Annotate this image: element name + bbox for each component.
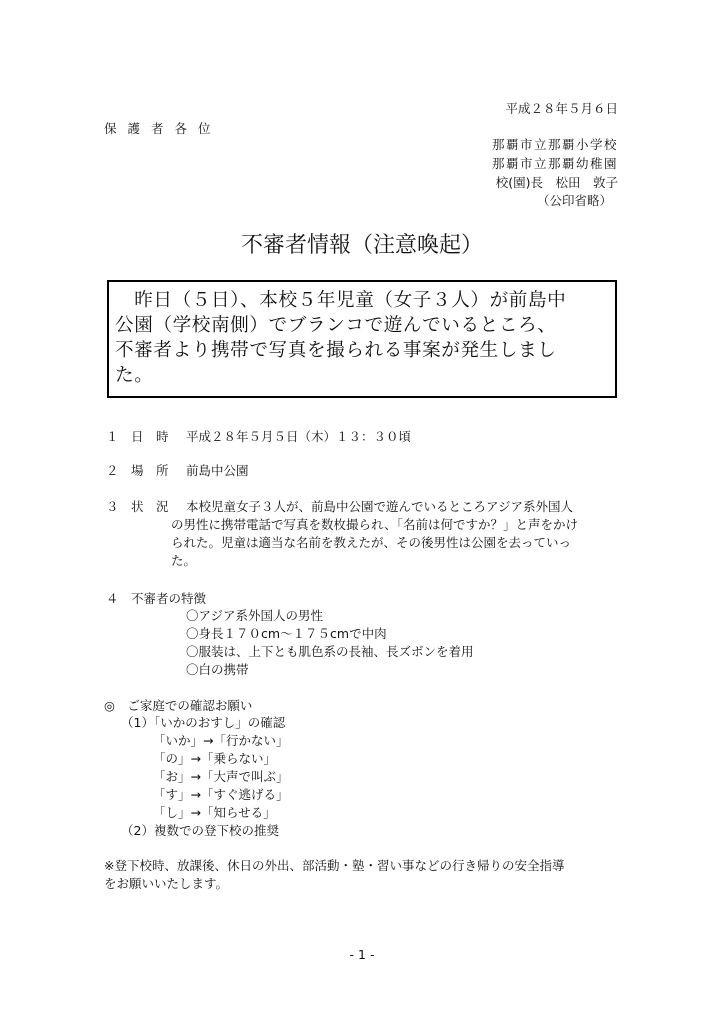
summary-line: 公園（学校南側）でブランコで遊んでいるところ、 [115,315,557,336]
summary-box [107,280,617,398]
note-line: をお願いいたします。 [104,876,229,891]
mnemonic-item: 「いか」→「行かない」 [153,733,289,748]
item-place-label: ２ 場 所 [106,463,169,478]
item-features-label: ４ 不審者の特徴 [106,591,207,606]
requests-sub2: （2）複数での登下校の推奨 [121,823,279,838]
issue-date: 平成２８年５月６日 [505,101,618,116]
summary-line: 不審者より携帯で写真を撮られる事案が発生しまし [115,340,557,361]
summary-line: た。 [115,365,154,386]
page-number: - 1 - [349,947,375,962]
situation-description [186,498,573,516]
recipient: 保護者各位 [104,121,222,136]
situation-line: られた。児童は適当な名前を教えたが、その後男性は公園を去っていっ [171,535,572,550]
situation-line: た。 [171,553,197,568]
situation-line: の男性に携帯電話で写真を数枚撮られ、「名前は何ですか？」と声をかけ [171,517,579,532]
mnemonic-list [153,732,288,822]
item-date-value: 平成２８年５月５日（木）１３：３０頃 [186,429,412,444]
seal-note: （公印省略） [536,193,612,208]
feature-item: 〇服装は、上下とも肌色系の長袖、長ズボンを着用 [186,644,474,659]
situation-line: 本校児童女子３人が、前島中公園で遊んでいるところアジア系外国人 [186,499,574,514]
suspect-features [186,607,474,679]
document-title: 不審者情報（注意喚起） [240,233,483,258]
requests-sub1: （1）「いかのおすし」の確認 [121,715,286,730]
mnemonic-item: 「お」→「大声で叫ぶ」 [153,769,289,784]
mnemonic-item: 「し」→「知らせる」 [153,805,276,820]
feature-item: 〇白の携帯 [186,662,249,677]
note-line: ※登下校時、放課後、休日の外出、部活動・塾・習い事などの行き帰りの安全指導 [104,858,565,873]
summary-line: 昨日（５日）、本校５年児童（女子３人）が前島中 [115,290,567,311]
situation-continuation [171,516,578,570]
item-date-label: １ 日 時 [106,429,169,444]
feature-item: 〇身長１７０cm～１７５cmで中肉 [186,626,387,641]
mnemonic-item: 「す」→「すぐ逃げる」 [153,787,289,802]
item-situation-label: ３ 状 況 [106,499,169,514]
feature-item: 〇アジア系外国人の男性 [186,608,324,623]
safety-note [104,857,564,893]
sender-school: 那覇市立那覇小学校 [491,137,618,152]
sender-kindergarten: 那覇市立那覇幼稚園 [491,156,618,171]
mnemonic-item: 「の」→「乗らない」 [153,751,276,766]
item-place-value: 前島中公園 [186,463,249,478]
requests-heading: ◎ ご家庭での確認お願い [104,698,253,713]
principal-name: 校(園)長 松田 敦子 [495,175,618,190]
